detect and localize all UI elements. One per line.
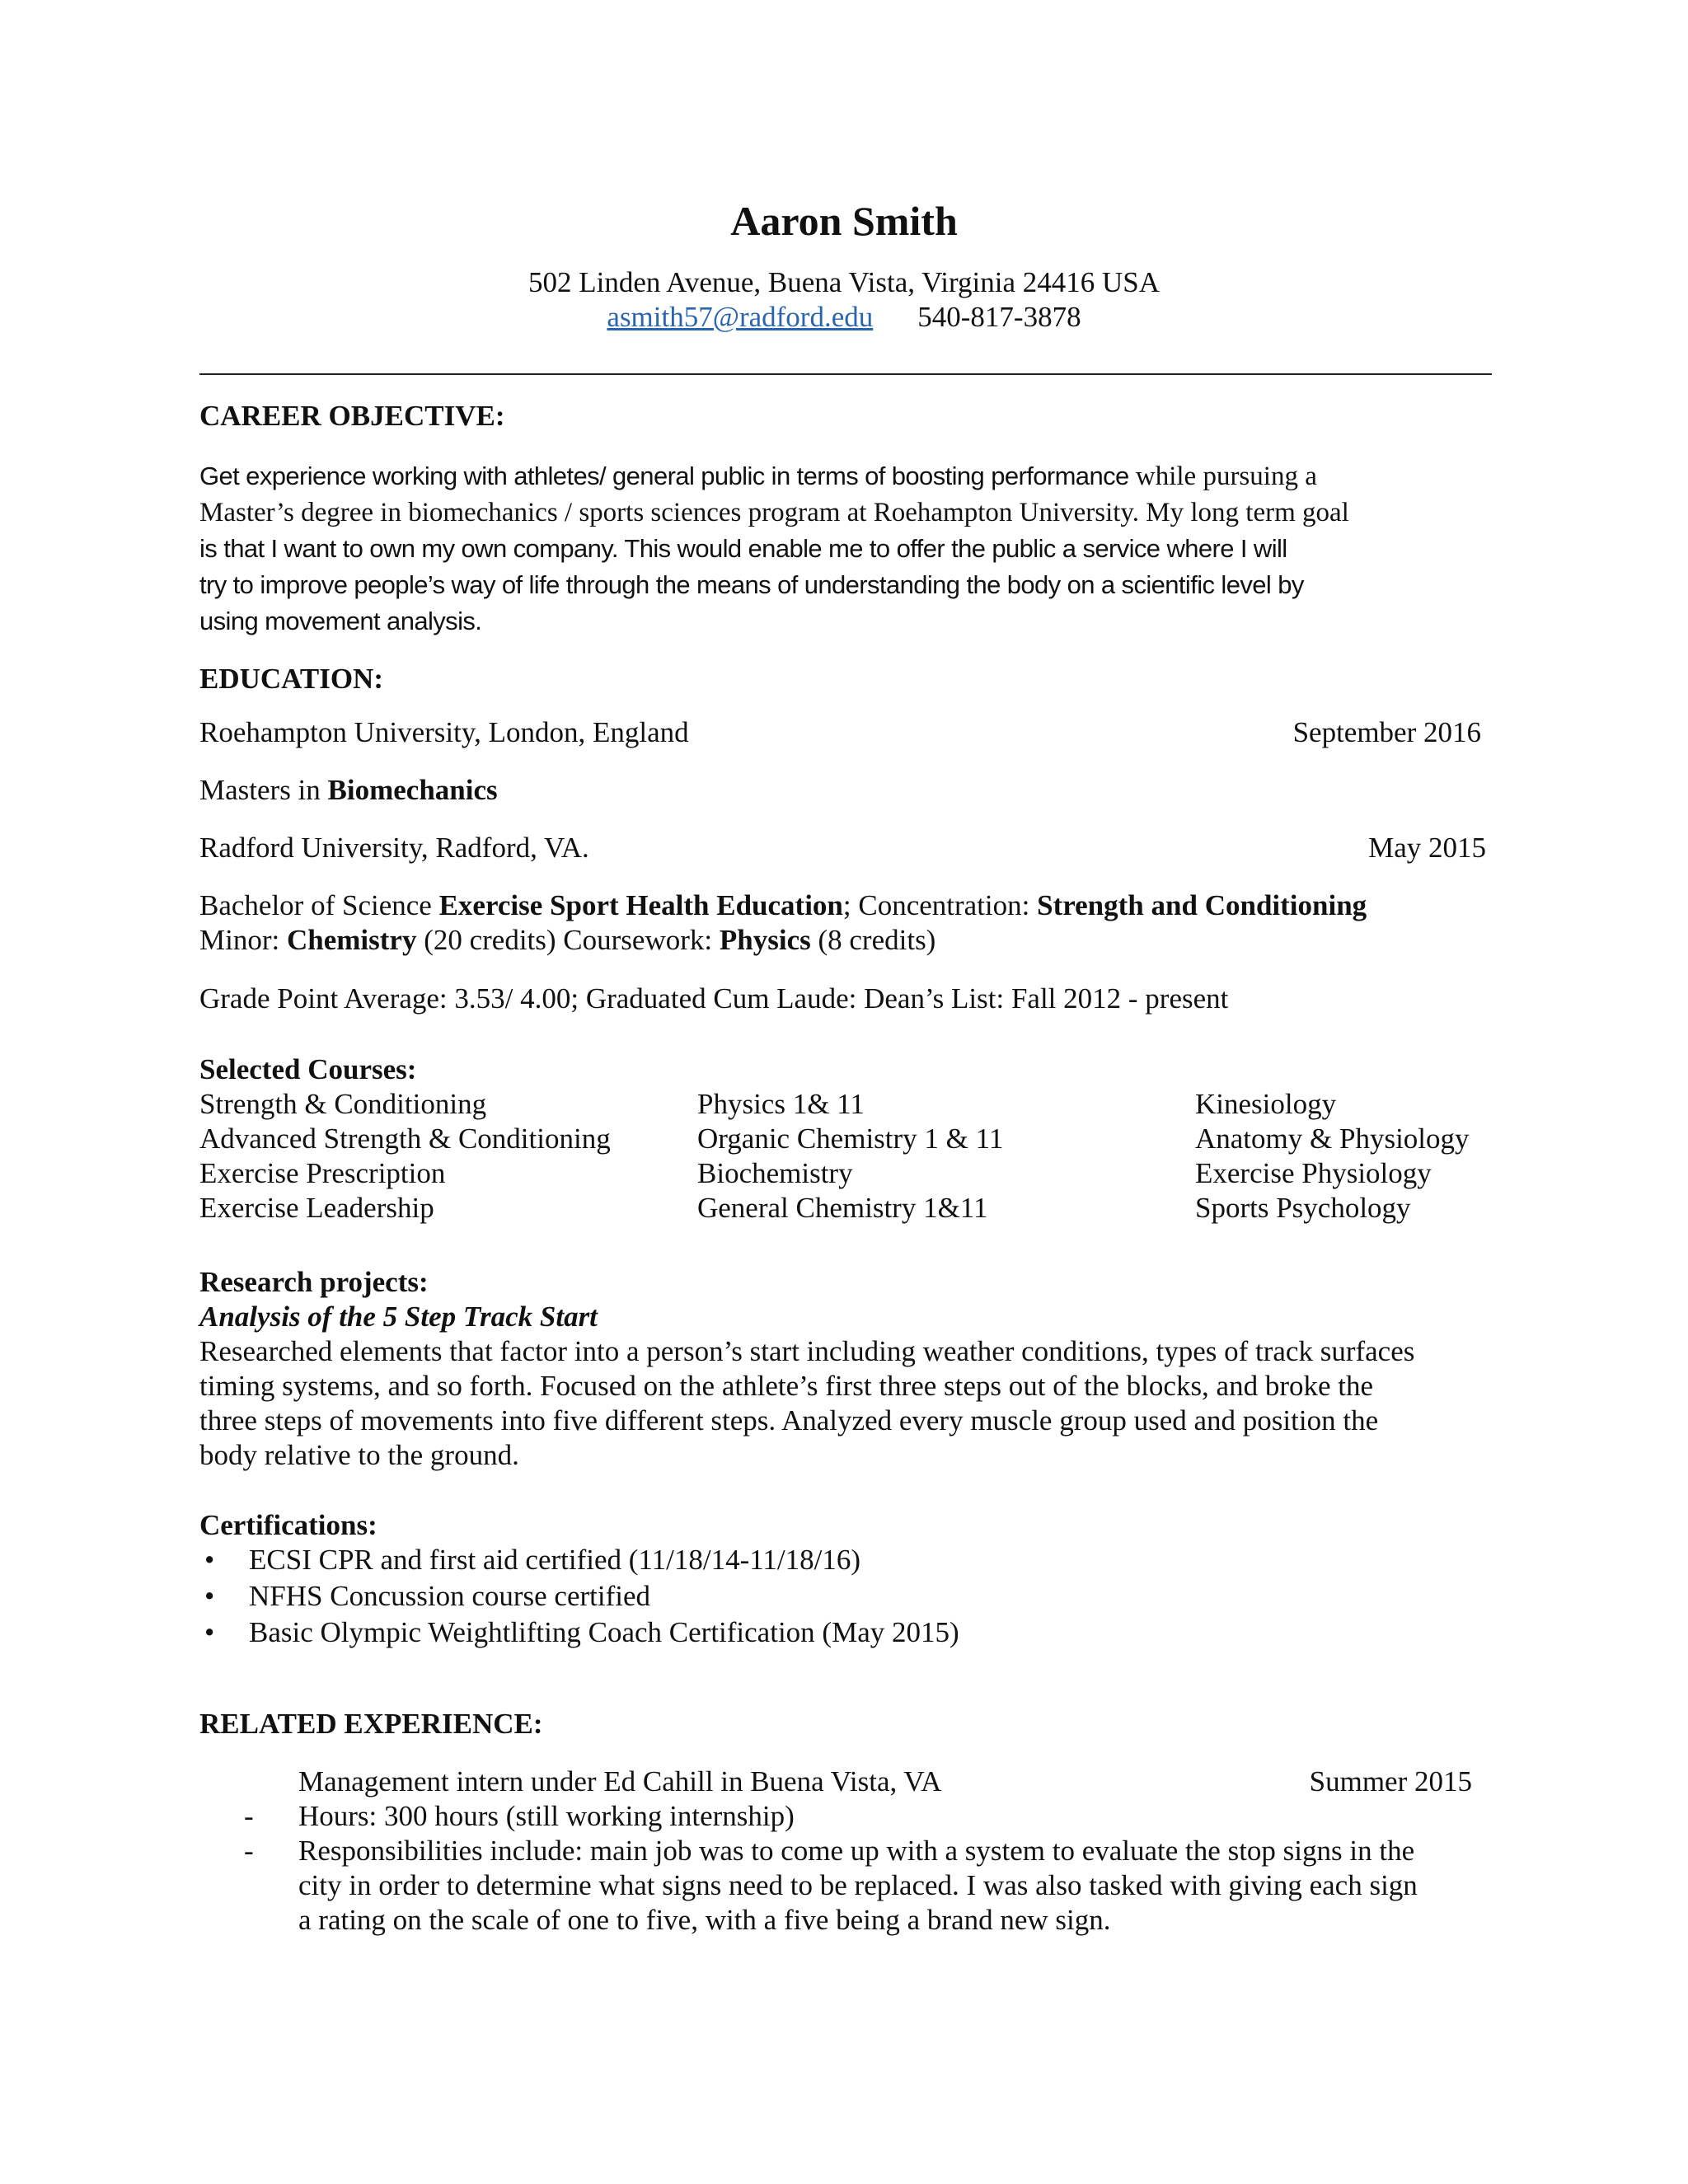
courses-column-2	[697, 1087, 1003, 1226]
bullet-icon: •	[204, 1580, 215, 1612]
responsibilities-text: Responsibilities include: main job was to come up with a system to evaluate the stop signs in the city in order to determine what signs need to be replaced. I was also tasked with giving each sign a rating on the scale of one to five, with a five being a brand new sign.	[298, 1835, 1418, 1936]
position-title: Management intern under Ed Cahill in Buena Vista, VA	[298, 1765, 942, 1797]
email-link[interactable]: asmith57@radford.edu	[607, 301, 874, 333]
education-entry-roehampton	[199, 715, 1481, 750]
gpa-line: Grade Point Average: 3.53/ 4.00; Graduated Cum Laude: Dean’s List: Fall 2012 - present	[199, 982, 1229, 1015]
minor-line: Minor: Chemistry (20 credits) Coursework: Physics (8 credits)	[199, 924, 936, 956]
course-item: Exercise Physiology	[1195, 1157, 1432, 1189]
address-line: 502 Linden Avenue, Buena Vista, Virginia 24416 USA	[528, 266, 1160, 298]
school-name: Roehampton University, London, England	[199, 716, 689, 748]
bachelor-degree: Bachelor of Science Exercise Sport Health Education; Concentration: Strength and Conditioning	[199, 889, 1367, 921]
dash-icon: -	[244, 1800, 254, 1832]
research-line: body relative to the ground.	[199, 1439, 519, 1471]
course-item: Sports Psychology	[1195, 1192, 1411, 1224]
research-line: timing systems, and so forth. Focused on the athlete’s first three steps out of the blocks, and broke the	[199, 1370, 1374, 1402]
course-item: Strength & Conditioning	[199, 1088, 487, 1120]
course-item: General Chemistry 1&11	[697, 1192, 988, 1224]
course-item: Advanced Strength & Conditioning	[199, 1122, 611, 1155]
objective-line: is that I want to own my own company. This would enable me to offer the public a service where I will	[199, 534, 1287, 563]
objective-line: using movement analysis.	[199, 607, 482, 635]
objective-line: Get experience working with athletes/ general public in terms of boosting performance while pursuing a	[199, 462, 1317, 491]
degree-field: Biomechanics	[327, 774, 498, 806]
research-line: three steps of movements into five different steps. Analyzed every muscle group used and position the	[199, 1404, 1379, 1436]
research-line: Researched elements that factor into a person’s start including weather conditions, types of track surfaces	[199, 1335, 1415, 1367]
objective-line: Master’s degree in biomechanics / sports sciences program at Roehampton University. My long term goal	[199, 498, 1349, 527]
position-date: Summer 2015	[1309, 1765, 1472, 1797]
career-objective-heading: CAREER OBJECTIVE:	[199, 400, 505, 432]
course-item: Kinesiology	[1195, 1088, 1337, 1120]
certifications-heading: Certifications:	[199, 1509, 377, 1541]
bullet-icon: •	[204, 1544, 215, 1576]
course-item: Organic Chemistry 1 & 11	[697, 1122, 1004, 1155]
masters-degree: Masters in Biomechanics	[199, 774, 498, 806]
header-divider	[199, 373, 1492, 375]
course-item: Physics 1& 11	[697, 1088, 865, 1120]
course-item: Exercise Prescription	[199, 1157, 446, 1189]
research-heading: Research projects:	[199, 1266, 429, 1298]
contact-line	[0, 300, 1688, 335]
experience-entry	[298, 1765, 1472, 1799]
career-objective-text	[199, 458, 1492, 640]
candidate-name: Aaron Smith	[730, 198, 958, 244]
resume-page: Aaron Smith 502 Linden Avenue, Buena Vista, Virginia 24416 USA asmith57@radford.edu 540-817-3878 CAREER OBJECTIVE: Get experience working with athletes/ general public in terms of boosting performance while pursuing a Master’s degree in biomechanics / sports sciences program at Roehampton University. My long term goal is that I want to own my own company. This would enable me to offer the public a service where I will try to improve people’s way of life through the means of understanding the body on a scientific level by using movement analysis. EDUCATION: Roehampton University, London, England September 2016 Masters in Biomechanics Radford University, Radford, VA. May 2015 Bachelor of Science Exercise Sport Health Education; Concentration: Strength and Conditioning Minor: Chemistry (20 credits) Coursework: Physics (8 credits) Grade Point Average: 3.53/ 4.00; Graduated Cum Laude: Dean’s List: Fall 2012 - present Selected Courses: Strength & Conditioning Advanced Strength & Conditioning Exercise Prescription Exercise Leadership Physics 1& 11 Organic Chemistry 1 & 11 Biochemistry General Chemistry 1&11 Kinesiology Anatomy & Physiology Exercise Physiology Sports Psychology Research projects: Analysis of the 5 Step Track Start Researched elements that factor into a person’s start including weather conditions, types of track surfaces timing systems, and so forth. Focused on the athlete’s first three steps out of the blocks, and broke the three steps of movements into five different steps. Analyzed every muscle group used and position the body relative to the ground. Certifications: • ECSI CPR and first aid certified (11/18/14-11/18/16) • NFHS Concussion course certified • Basic Olympic Weightlifting Coach Certification (May 2015) RELATED EXPERIENCE: Management intern under Ed Cahill in Buena Vista, VA Summer 2015 - Hours: 300 hours (still working internship) - Responsibilities include: main job was to come up with a system to evaluate the stop signs in the city in order to determine what signs need to be replaced. I was also tasked with giving each sign a rating on the scale of one to five, with a five being a brand new sign.	[0, 0, 1688, 2184]
school-name: Radford University, Radford, VA.	[199, 832, 589, 864]
courses-column-1	[199, 1087, 611, 1226]
experience-heading: RELATED EXPERIENCE:	[199, 1708, 543, 1740]
objective-line: try to improve people’s way of life through the means of understanding the body on a scientific level by	[199, 570, 1304, 599]
school-date: May 2015	[1368, 832, 1486, 864]
courses-column-3	[1195, 1087, 1470, 1226]
research-description	[199, 1334, 1492, 1473]
course-item: Exercise Leadership	[199, 1192, 434, 1224]
hours-text: Hours: 300 hours (still working internship)	[298, 1800, 795, 1832]
phone-number: 540-817-3878	[917, 301, 1081, 333]
selected-courses-heading: Selected Courses:	[199, 1053, 417, 1085]
education-heading: EDUCATION:	[199, 663, 383, 695]
course-item: Biochemistry	[697, 1157, 853, 1189]
bullet-icon: •	[204, 1616, 215, 1648]
research-title: Analysis of the 5 Step Track Start	[199, 1301, 598, 1333]
education-entry-radford	[199, 831, 1486, 865]
course-item: Anatomy & Physiology	[1195, 1122, 1470, 1155]
dash-icon: -	[244, 1835, 254, 1867]
school-date: September 2016	[1292, 716, 1481, 748]
